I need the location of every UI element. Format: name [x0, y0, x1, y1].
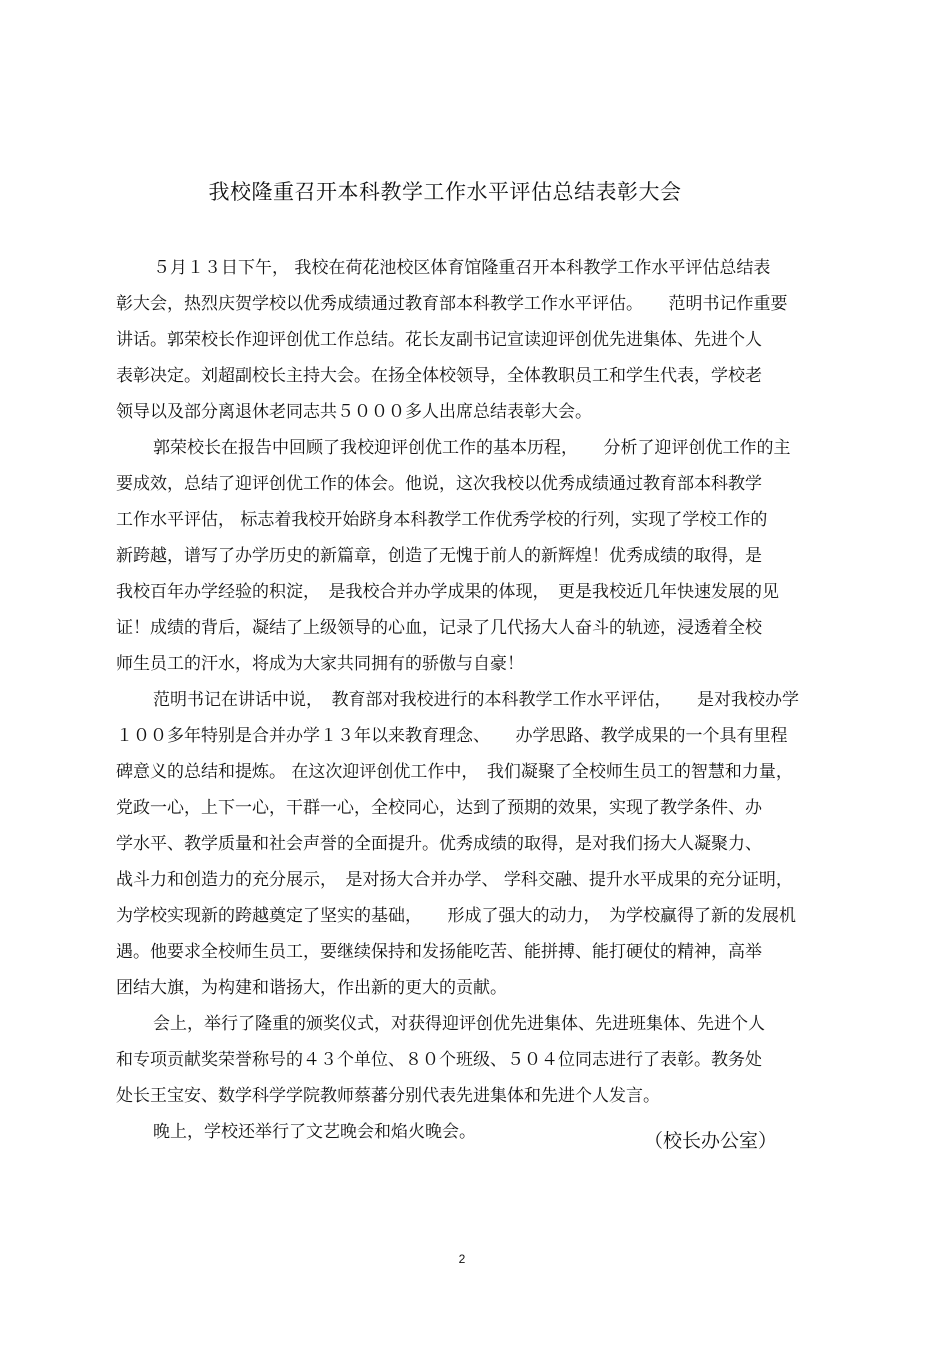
text-line: 学水平、教学质量和社会声誉的全面提升。优秀成绩的取得，是对我们扬大人凝聚力、: [116, 834, 762, 854]
text-line: 工作水平评估， 标志着我校开始跻身本科教学工作优秀学校的行列，实现了学校工作的: [116, 510, 768, 530]
text-line: 郭荣校长在报告中回顾了我校迎评创优工作的基本历程， 分析了迎评创优工作的主: [153, 438, 791, 458]
text-line: 我校百年办学经验的积淀， 是我校合并办学成果的体现， 更是我校近几年快速发展的见: [116, 582, 779, 602]
article-title: 我校隆重召开本科教学工作水平评估总结表彰大会: [208, 180, 682, 204]
text-line: ５月１３日下午， 我校在荷花池校区体育馆隆重召开本科教学工作水平评估总结表: [153, 258, 771, 278]
text-line: 遇。他要求全校师生员工，要继续保持和发扬能吃苦、能拼搏、能打硬仗的精神，高举: [116, 942, 762, 962]
text-line: 团结大旗，为构建和谐扬大，作出新的更大的贡献。: [116, 978, 507, 998]
text-line: 范明书记在讲话中说， 教育部对我校进行的本科教学工作水平评估， 是对我校办学: [153, 690, 799, 710]
text-line: 碑意义的总结和提炼。 在这次迎评创优工作中， 我们凝聚了全校师生员工的智慧和力量，: [116, 762, 793, 782]
text-line: 会上，举行了隆重的颁奖仪式，对获得迎评创优先进集体、先进班集体、先进个人: [153, 1014, 765, 1034]
text-line: 领导以及部分离退休老同志共５０００多人出席总结表彰大会。: [116, 402, 592, 422]
signature: （校长办公室）: [643, 1130, 777, 1152]
text-line: 为学校实现新的跨越奠定了坚实的基础， 形成了强大的动力， 为学校赢得了新的发展机: [116, 906, 796, 926]
text-line: 处长王宝安、数学科学学院教师蔡蕃分别代表先进集体和先进个人发言。: [116, 1086, 660, 1106]
page-number: 2: [458, 1252, 466, 1266]
text-line: 要成效，总结了迎评创优工作的体会。他说，这次我校以优秀成绩通过教育部本科教学: [116, 474, 762, 494]
text-line: 师生员工的汗水，将成为大家共同拥有的骄傲与自豪！: [116, 654, 524, 674]
article-body: [116, 250, 876, 1150]
text-line: 讲话。郭荣校长作迎评创优工作总结。花长友副书记宣读迎评创优先进集体、先进个人: [116, 330, 762, 350]
text-line: 和专项贡献奖荣誉称号的４３个单位、８０个班级、５０４位同志进行了表彰。教务处: [116, 1050, 762, 1070]
text-line: １００多年特别是合并办学１３年以来教育理念、 办学思路、教学成果的一个具有里程: [116, 726, 788, 746]
text-line: 彰大会，热烈庆贺学校以优秀成绩通过教育部本科教学工作水平评估。 范明书记作重要: [116, 294, 788, 314]
text-line: 表彰决定。刘超副校长主持大会。在扬全体校领导，全体教职员工和学生代表，学校老: [116, 366, 762, 386]
text-line: 晚上，学校还举行了文艺晚会和焰火晚会。: [153, 1122, 476, 1142]
text-line: 新跨越，谱写了办学历史的新篇章，创造了无愧于前人的新辉煌！优秀成绩的取得，是: [116, 546, 762, 566]
text-line: 战斗力和创造力的充分展示， 是对扬大合并办学、 学科交融、提升水平成果的充分证明，: [116, 870, 793, 890]
text-line: 党政一心，上下一心，干群一心，全校同心，达到了预期的效果，实现了教学条件、办: [116, 798, 762, 818]
text-line: 证！成绩的背后，凝结了上级领导的心血，记录了几代扬大人奋斗的轨迹，浸透着全校: [116, 618, 762, 638]
